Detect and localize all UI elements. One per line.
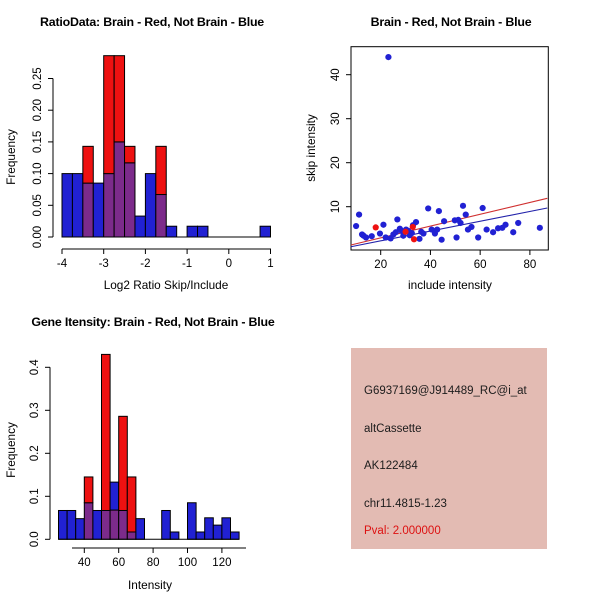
scatter-point-not-brain (484, 226, 490, 232)
probe-info-box (351, 348, 547, 549)
histogram-bar (114, 142, 124, 237)
scatter-point-not-brain (537, 225, 543, 231)
scatter-point-not-brain (369, 233, 375, 239)
y-tick-label: 30 (330, 112, 342, 126)
scatter-point-not-brain (468, 224, 474, 230)
scatter-point-not-brain (434, 226, 440, 232)
histogram-bar (213, 525, 222, 539)
y-axis-title: Frequency (4, 422, 18, 478)
scatter-point-not-brain (356, 212, 362, 218)
y-tick-label: 0.2 (29, 445, 41, 462)
splice-type-text: altCassette (364, 423, 422, 435)
histogram-bar (125, 163, 135, 237)
histogram-bar (166, 226, 176, 237)
gene-intensity-histogram-panel (0, 300, 300, 600)
intensity-scatter-panel (300, 0, 600, 300)
histogram-bar (114, 56, 124, 142)
scatter-point-brain (411, 236, 417, 242)
histogram-bar (145, 174, 155, 237)
x-tick-label: 0 (225, 258, 233, 270)
histogram-bar (198, 226, 208, 237)
x-tick-label: 20 (374, 259, 388, 271)
y-axis-title: Frequency (4, 129, 18, 185)
histogram-bar (102, 510, 111, 539)
histogram-bar (135, 216, 145, 237)
histogram-bar (62, 174, 72, 237)
scatter-point-not-brain (363, 234, 369, 240)
scatter-point-not-brain (515, 220, 521, 226)
gene-intensity-histogram-title: Gene Itensity: Brain - Red, Not Brain - Blue (31, 315, 275, 329)
scatter-point-not-brain (420, 230, 426, 236)
histogram-bar (127, 532, 136, 539)
x-tick-label: 60 (473, 259, 487, 271)
histogram-bar (162, 510, 171, 539)
histogram-bar (93, 510, 102, 539)
chromosome-text: chr11.4815-1.23 (364, 498, 447, 510)
scatter-point-not-brain (353, 223, 359, 229)
scatter-point-not-brain (463, 212, 469, 218)
y-tick-label: 20 (330, 156, 342, 170)
histogram-bar (125, 146, 135, 162)
histogram-bar (188, 503, 197, 540)
intensity-scatter-title: Brain - Red, Not Brain - Blue (370, 15, 532, 29)
y-tick-label: 0.3 (29, 402, 41, 419)
scatter-point-not-brain (480, 205, 486, 211)
scatter-point-not-brain (416, 236, 422, 242)
scatter-point-not-brain (425, 205, 431, 211)
scatter-point-not-brain (409, 230, 415, 236)
scatter-point-not-brain (385, 54, 391, 60)
histogram-bar (83, 146, 93, 183)
scatter-point-not-brain (502, 222, 508, 228)
x-axis-title: Log2 Ratio Skip/Include (103, 278, 229, 292)
histogram-bar (72, 174, 82, 237)
histogram-bar (102, 354, 111, 510)
histogram-bar (67, 510, 76, 539)
histogram-bar (76, 519, 85, 540)
x-tick-label: -4 (56, 258, 68, 270)
histogram-bar (196, 532, 205, 539)
y-tick-label: 0.10 (32, 162, 44, 185)
histogram-bar (222, 518, 231, 540)
y-tick-label: 0.20 (32, 99, 44, 122)
histogram-bar (231, 532, 240, 539)
histogram-bar (93, 183, 103, 237)
scatter-point-not-brain (475, 234, 481, 240)
x-tick-label: 1 (267, 258, 274, 270)
histogram-bar (83, 183, 93, 237)
scatter-point-not-brain (436, 208, 442, 214)
histogram-bar (187, 226, 197, 237)
x-tick-label: -2 (140, 258, 151, 270)
ratio-histogram-title: RatioData: Brain - Red, Not Brain - Blue (40, 15, 264, 29)
histogram-bar (156, 195, 166, 237)
x-tick-label: 40 (424, 259, 437, 271)
histogram-bar (59, 510, 68, 539)
scatter-point-brain (410, 224, 416, 230)
scatter-point-not-brain (457, 220, 463, 226)
probe-id-text: G6937169@J914489_RC@i_at (364, 385, 527, 397)
scatter-point-not-brain (441, 218, 447, 224)
x-tick-label: 40 (77, 557, 91, 569)
ratio-histogram-panel (0, 0, 300, 300)
scatter-point-not-brain (490, 229, 496, 235)
y-axis-title: skip intensity (304, 114, 318, 182)
scatter-point-not-brain (453, 234, 459, 240)
scatter-point-not-brain (439, 237, 445, 243)
histogram-bar (119, 416, 128, 510)
accession-text: AK122484 (364, 460, 418, 472)
not-brain-fit-line (351, 208, 547, 247)
y-tick-label: 10 (330, 200, 342, 214)
histogram-bar (119, 510, 128, 539)
scatter-point-brain (402, 229, 408, 235)
x-tick-label: 60 (112, 557, 126, 569)
x-tick-label: -1 (181, 258, 193, 270)
y-tick-label: 0.1 (29, 488, 41, 505)
scatter-point-brain (373, 224, 379, 230)
scatter-point-not-brain (394, 216, 400, 222)
histogram-bar (260, 226, 270, 237)
plot-box (351, 47, 548, 250)
histogram-bar (170, 532, 179, 539)
scatter-point-not-brain (510, 229, 516, 235)
histogram-bar (84, 477, 93, 503)
histogram-bar (205, 518, 214, 540)
histogram-bar (156, 146, 166, 194)
histogram-bar (127, 477, 136, 532)
y-tick-label: 0.15 (32, 130, 44, 154)
x-tick-label: 80 (523, 259, 537, 271)
y-tick-label: 0.00 (32, 225, 44, 249)
histogram-bar (110, 510, 119, 539)
histogram-bar (84, 503, 93, 540)
histogram-bar (136, 519, 145, 540)
y-tick-label: 0.05 (32, 194, 44, 217)
y-tick-label: 0.0 (29, 531, 41, 548)
x-tick-label: 120 (212, 557, 232, 569)
scatter-point-not-brain (460, 203, 466, 209)
x-tick-label: 100 (177, 557, 198, 569)
pval-text: Pval: 2.000000 (364, 525, 441, 537)
x-axis-title: Intensity (128, 578, 172, 592)
x-axis-title: include intensity (408, 278, 492, 292)
x-tick-label: 80 (146, 557, 160, 569)
y-tick-label: 40 (330, 68, 342, 82)
scatter-point-not-brain (380, 222, 386, 228)
histogram-bar (110, 482, 119, 510)
histogram-bar (104, 174, 114, 237)
scatter-point-not-brain (377, 230, 383, 236)
histogram-bar (104, 56, 114, 174)
info-panel (300, 300, 600, 600)
y-tick-label: 0.4 (29, 359, 41, 376)
x-tick-label: -3 (98, 258, 109, 270)
y-tick-label: 0.25 (32, 67, 44, 90)
